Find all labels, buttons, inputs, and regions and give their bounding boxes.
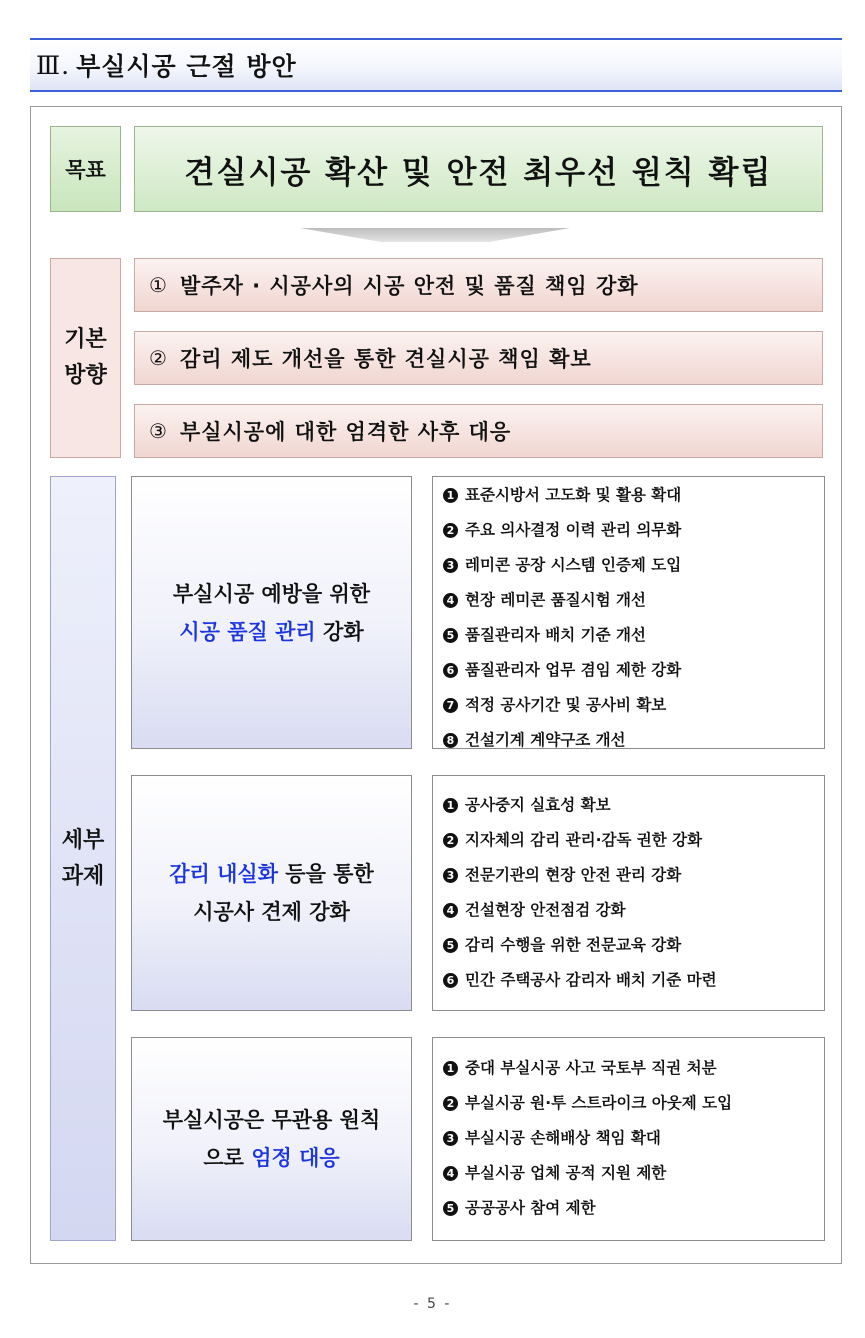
number-marker-icon: 8 <box>443 733 458 748</box>
list-item-text: 부실시공 업체 공적 지원 제한 <box>465 1164 667 1182</box>
list-item <box>443 823 818 858</box>
task-title-line <box>163 1139 380 1177</box>
section-title: 부실시공 근절 방안 <box>76 52 297 81</box>
number-marker-icon: 7 <box>443 698 458 713</box>
direction-number: ③ <box>149 419 168 443</box>
direction-text: 부실시공에 대한 엄격한 사후 대응 <box>179 420 512 444</box>
task-title-rest: 으로 <box>203 1146 252 1170</box>
list-item-text: 건설기계 계약구조 개선 <box>465 731 626 749</box>
list-item-text: 감리 수행을 위한 전문교육 강화 <box>465 936 682 954</box>
list-item <box>443 788 818 823</box>
list-item <box>443 1191 818 1226</box>
goal-label: 목표 <box>50 126 121 212</box>
list-item <box>443 653 818 688</box>
section-numeral: Ⅲ. <box>36 50 71 80</box>
task-title-line <box>169 855 374 893</box>
direction-item <box>134 331 823 385</box>
section-header <box>30 38 842 92</box>
list-item-text: 표준시방서 고도화 및 활용 확대 <box>465 486 682 504</box>
list-item <box>443 858 818 893</box>
list-item-text: 건설현장 안전점검 강화 <box>465 901 626 919</box>
number-marker-icon: 6 <box>443 663 458 678</box>
list-item-text: 공사중지 실효성 확보 <box>465 796 611 814</box>
number-marker-icon: 2 <box>443 833 458 848</box>
number-marker-icon: 3 <box>443 1131 458 1146</box>
list-item <box>443 893 818 928</box>
list-item <box>443 723 818 758</box>
list-item-text: 품질관리자 업무 겸임 제한 강화 <box>465 661 682 679</box>
number-marker-icon: 2 <box>443 1096 458 1111</box>
direction-label-line2: 방향 <box>64 363 107 388</box>
task-label-line2: 과제 <box>61 863 105 889</box>
task-title-line <box>173 613 370 651</box>
direction-text: 발주자 · 시공사의 시공 안전 및 품질 책임 강화 <box>179 274 639 298</box>
number-marker-icon: 3 <box>443 868 458 883</box>
direction-item <box>134 258 823 312</box>
list-item <box>443 1121 818 1156</box>
number-marker-icon: 3 <box>443 558 458 573</box>
number-marker-icon: 1 <box>443 1061 458 1076</box>
number-marker-icon: 5 <box>443 938 458 953</box>
task-label-line1: 세부 <box>61 827 105 853</box>
number-marker-icon: 6 <box>443 973 458 988</box>
number-marker-icon: 5 <box>443 628 458 643</box>
task-title-rest: 강화 <box>315 619 364 644</box>
number-marker-icon: 2 <box>443 523 458 538</box>
task-title-line: 시공사 견제 강화 <box>193 900 350 924</box>
list-item-text: 전문기관의 현장 안전 관리 강화 <box>465 866 682 884</box>
list-item <box>443 548 818 583</box>
list-item-text: 부실시공 손해배상 책임 확대 <box>465 1129 661 1147</box>
direction-text: 감리 제도 개선을 통한 견실시공 책임 확보 <box>179 347 592 371</box>
direction-number: ② <box>149 346 168 370</box>
list-item-text: 품질관리자 배치 기준 개선 <box>465 626 646 644</box>
task-title-highlight: 감리 내실화 <box>169 862 278 886</box>
task-list <box>432 476 825 749</box>
task-list <box>432 775 825 1011</box>
task-title-line: 부실시공 예방을 위한 <box>172 581 371 606</box>
list-item-text: 지자체의 감리 관리·감독 권한 강화 <box>465 831 703 849</box>
list-item-text: 적정 공사기간 및 공사비 확보 <box>465 696 667 714</box>
number-marker-icon: 4 <box>443 593 458 608</box>
task-title-line: 부실시공은 무관용 원칙 <box>162 1108 381 1132</box>
task-label <box>50 476 116 1241</box>
task-list <box>432 1037 825 1241</box>
goal-text: 견실시공 확산 및 안전 최우선 원칙 확립 <box>134 126 823 212</box>
list-item-text: 민간 주택공사 감리자 배치 기준 마련 <box>465 971 717 989</box>
list-item <box>443 513 818 548</box>
number-marker-icon: 4 <box>443 903 458 918</box>
list-item <box>443 1051 818 1086</box>
list-item <box>443 1086 818 1121</box>
number-marker-icon: 4 <box>443 1166 458 1181</box>
list-item <box>443 618 818 653</box>
direction-number: ① <box>149 273 168 297</box>
direction-label-line1: 기본 <box>64 327 107 352</box>
task-title-highlight: 시공 품질 관리 <box>179 619 316 644</box>
task-group-title <box>131 775 412 1011</box>
number-marker-icon: 1 <box>443 798 458 813</box>
list-item-text: 공공공사 참여 제한 <box>465 1199 596 1217</box>
list-item-text: 현장 레미콘 품질시험 개선 <box>465 591 646 609</box>
list-item-text: 부실시공 원·투 스트라이크 아웃제 도입 <box>465 1094 733 1112</box>
number-marker-icon: 5 <box>443 1201 458 1216</box>
task-group-title <box>131 1037 412 1241</box>
list-item-text: 주요 의사결정 이력 관리 의무화 <box>465 521 682 539</box>
list-item-text: 레미콘 공장 시스템 인증제 도입 <box>465 556 682 574</box>
direction-item <box>134 404 823 458</box>
list-item-text: 중대 부실시공 사고 국토부 직권 처분 <box>465 1059 717 1077</box>
page-number: - 5 - <box>413 1296 452 1312</box>
list-item <box>443 1156 818 1191</box>
list-item <box>443 583 818 618</box>
task-title-rest: 등을 통한 <box>277 862 374 886</box>
direction-label <box>50 258 121 458</box>
list-item <box>443 963 818 998</box>
task-title-highlight: 엄정 대응 <box>251 1146 340 1170</box>
number-marker-icon: 1 <box>443 488 458 503</box>
list-item <box>443 928 818 963</box>
list-item <box>443 688 818 723</box>
list-item <box>443 478 818 513</box>
task-group-title <box>131 476 412 749</box>
